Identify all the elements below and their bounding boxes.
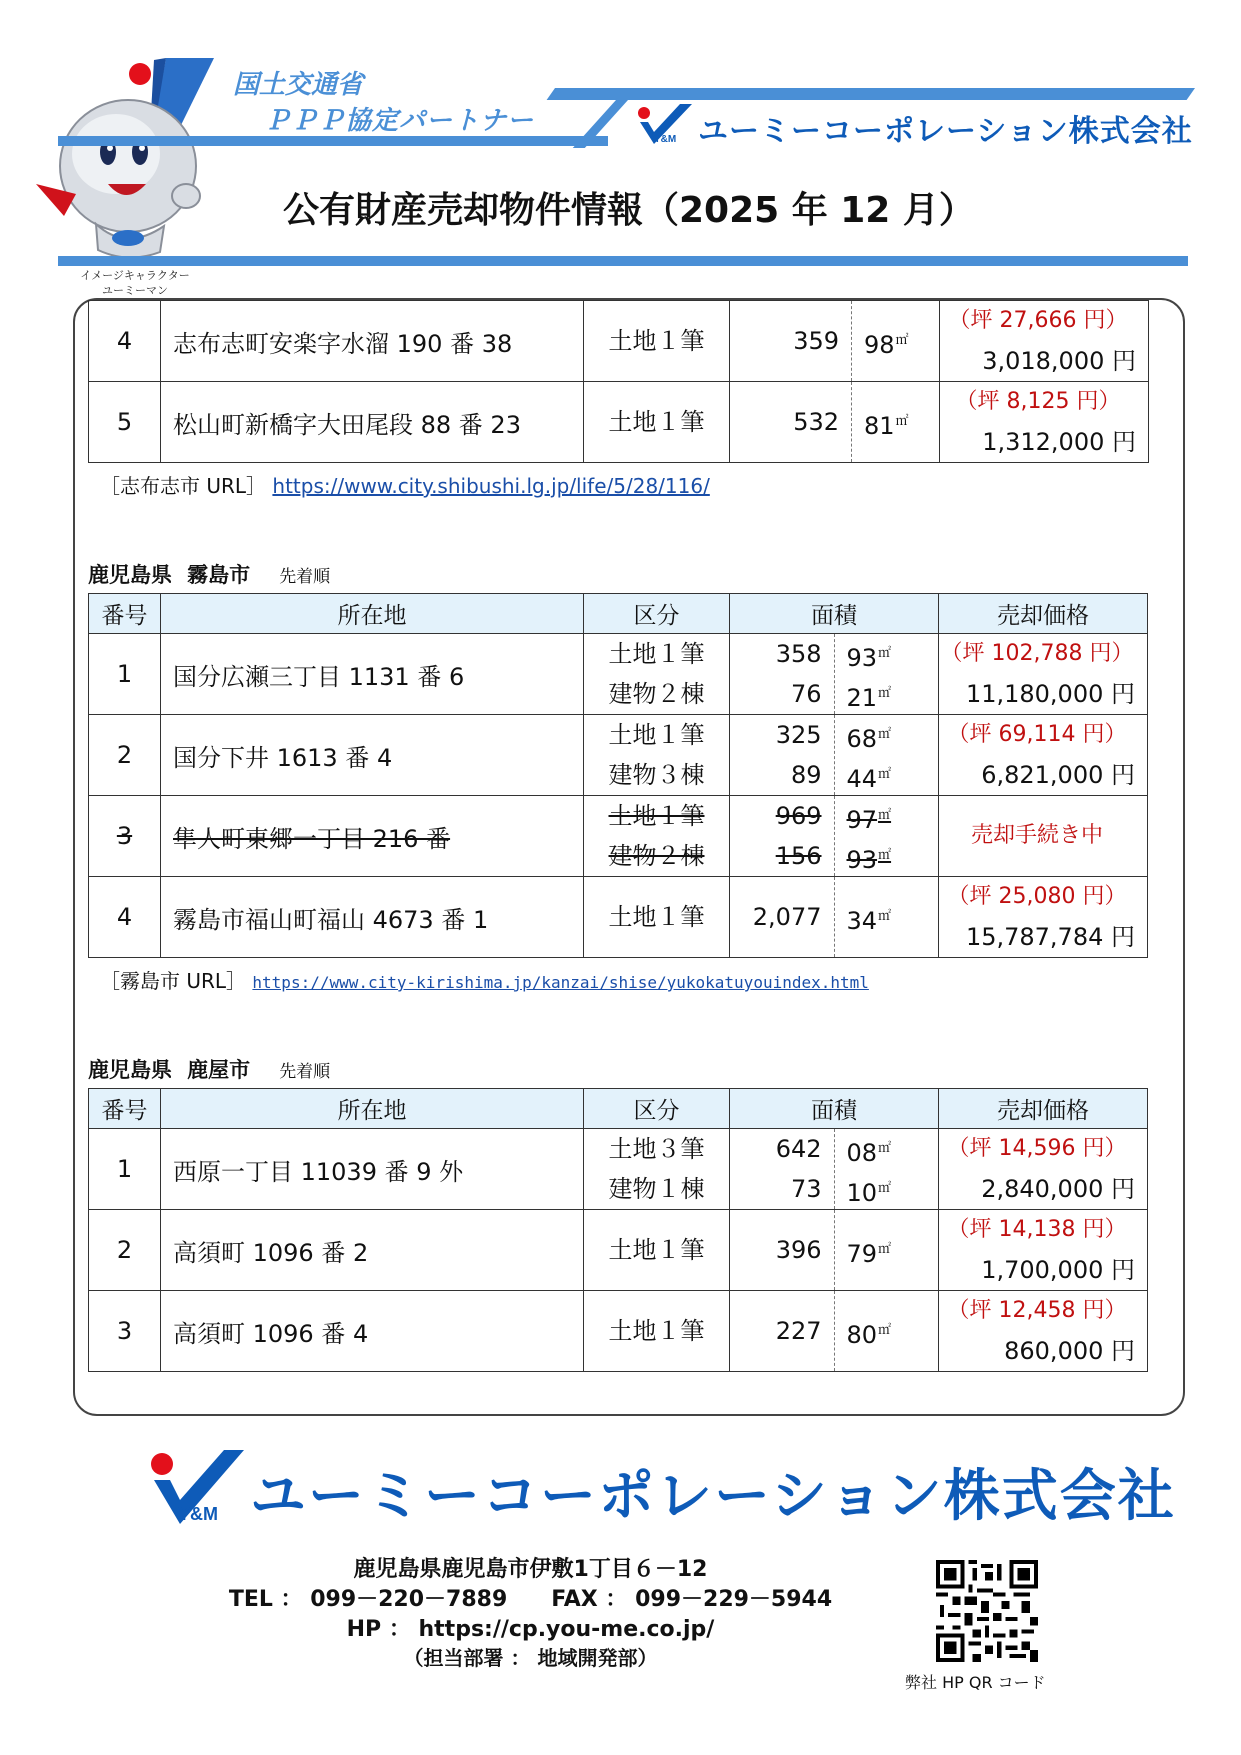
cell-line-kind: 土地１筆 [608, 802, 705, 830]
property-table-shibushi [88, 300, 1149, 463]
url-label: ［志布志市 URL］ [100, 474, 267, 498]
cell-area-integer [730, 1210, 835, 1291]
company-logo-icon [636, 104, 692, 144]
cell-line-area_int: 76 [790, 680, 822, 708]
cell-line-kind: 建物３棟 [608, 761, 705, 789]
col-header-location: 所在地 [161, 594, 584, 634]
area-unit: ㎡ [878, 1323, 892, 1338]
cell-area-decimal [834, 1210, 939, 1291]
price-per-tsubo: （坪 14,138 円） [947, 1217, 1127, 1242]
cell-line-area_int: 89 [790, 761, 822, 789]
cell-area-integer [730, 634, 835, 715]
price-per-tsubo: （坪 27,666 円） [948, 308, 1128, 333]
url-label: ［霧島市 URL］ [100, 969, 247, 993]
area-decimal-line [847, 1311, 939, 1351]
cell-line-area_int: 969 [775, 802, 822, 830]
cell-kind [584, 1291, 730, 1372]
kirishima-url-link[interactable]: https://www.city-kirishima.jp/kanzai/shise/yukokatuyouindex.html [252, 973, 869, 992]
table-row [89, 877, 1148, 958]
shibushi-url-line [88, 463, 1148, 509]
cell-kind [584, 1129, 730, 1210]
header-stripe [58, 136, 608, 146]
area-decimal-value: 08 [846, 1139, 878, 1167]
cell-kind [584, 634, 730, 715]
cell-number: 1 [89, 1129, 161, 1210]
shibushi-url-link[interactable]: https://www.city.shibushi.lg.jp/life/5/28/116/ [272, 474, 710, 498]
price-per-tsubo: （坪 69,114 円） [947, 722, 1127, 747]
area-unit: ㎡ [878, 909, 892, 924]
cell-price [939, 1291, 1148, 1372]
area-decimal-line [847, 796, 939, 836]
cell-location: 国分広瀬三丁目 1131 番 6 [161, 634, 584, 715]
cell-line-area_int: 642 [775, 1135, 822, 1163]
cell-location: 国分下井 1613 番 4 [161, 715, 584, 796]
col-header-no: 番号 [89, 1089, 161, 1129]
col-header-price: 売却価格 [939, 594, 1148, 634]
area-decimal-line [847, 1230, 939, 1270]
table-row [89, 634, 1148, 715]
company-name: ユーミーコーポレーション株式会社 [698, 114, 1193, 149]
cell-location: 霧島市福山町福山 4673 番 1 [161, 877, 584, 958]
area-unit: ㎡ [878, 686, 892, 701]
cell-area-integer [730, 796, 835, 877]
area-decimal-value: 93 [846, 846, 878, 874]
city-name: 鹿屋市 [187, 1058, 251, 1082]
area-decimal-line [847, 897, 939, 937]
area-decimal-line [847, 836, 939, 876]
cell-price [939, 634, 1148, 715]
prefecture-name: 鹿児島県 [88, 1058, 172, 1082]
cell-location: 隼人町東郷一丁目 216 番 [161, 796, 584, 877]
cell-line-kind: 土地１筆 [608, 640, 705, 668]
cell-line-kind: 建物２棟 [608, 842, 705, 870]
area-decimal-line [864, 321, 939, 361]
cell-area-decimal [834, 1129, 939, 1210]
price-per-tsubo: （坪 25,080 円） [947, 884, 1127, 909]
svg-text:Y&M: Y&M [654, 134, 677, 144]
cell-area-decimal [834, 877, 939, 958]
cell-line-kind: 土地３筆 [608, 1135, 705, 1163]
cell-line-area_int: 325 [775, 721, 822, 749]
sale-price: 6,821,000 円 [981, 761, 1135, 789]
cell-kind [584, 796, 730, 877]
cell-area-integer [730, 1129, 835, 1210]
header-stripe [547, 88, 1195, 100]
cell-location: 志布志町安楽字水溜 190 番 38 [161, 301, 584, 382]
header-stripe [58, 256, 1188, 266]
mascot-image [36, 56, 236, 261]
area-decimal-value: 80 [846, 1321, 878, 1349]
cell-location: 西原一丁目 11039 番 9 外 [161, 1129, 584, 1210]
cell-line-area_int: 227 [775, 1317, 822, 1345]
area-decimal-value: 21 [846, 684, 878, 712]
company-logo-icon [148, 1450, 244, 1524]
area-unit: ㎡ [878, 808, 892, 823]
cell-kind [584, 382, 730, 463]
mascot-caption: イメージキャラクター [80, 269, 190, 282]
ministry-name: 国土交通省 [233, 70, 364, 100]
area-unit: ㎡ [878, 646, 892, 661]
company-homepage[interactable]: HP ： https://cp.you-me.co.jp/ [346, 1617, 715, 1642]
status-badge: 売却手続き中 [970, 823, 1103, 848]
cell-line-kind: 土地１筆 [608, 1317, 705, 1345]
table-header-row [89, 1089, 1148, 1129]
cell-area-integer [730, 382, 852, 463]
cell-line-kind: 土地１筆 [608, 327, 705, 355]
area-decimal-line [847, 634, 939, 674]
cell-line-kind: 建物２棟 [608, 680, 705, 708]
mascot-name: ユーミーマン [102, 284, 168, 297]
cell-area-decimal [852, 301, 940, 382]
area-decimal-line [847, 755, 939, 795]
area-decimal-value: 98 [864, 331, 895, 359]
area-unit: ㎡ [895, 333, 909, 348]
cell-kind [584, 301, 730, 382]
cell-location: 高須町 1096 番 2 [161, 1210, 584, 1291]
cell-line-area_int: 73 [790, 1175, 822, 1203]
order-method: 先着順 [279, 567, 331, 587]
col-header-no: 番号 [89, 594, 161, 634]
cell-number: 4 [89, 301, 161, 382]
ppp-partner-label: ＰＰＰ協定パートナー [264, 106, 535, 136]
cell-line-kind: 建物１棟 [608, 1175, 705, 1203]
qr-caption: 弊社 HP QR コード [905, 1673, 1046, 1692]
page-title: 公有財産売却物件情報（2025 年 12 月） [283, 190, 975, 231]
area-decimal-value: 93 [846, 644, 878, 672]
svg-text:Y&M: Y&M [178, 1504, 218, 1524]
area-unit: ㎡ [878, 767, 892, 782]
area-decimal-value: 79 [846, 1240, 878, 1268]
sale-price: 3,018,000 円 [982, 347, 1136, 375]
cell-area-decimal [852, 382, 940, 463]
area-unit: ㎡ [878, 727, 892, 742]
sale-price: 1,700,000 円 [981, 1256, 1135, 1284]
cell-line-area_int: 358 [775, 640, 822, 668]
cell-line-kind: 土地１筆 [608, 903, 705, 931]
cell-area-integer [730, 1291, 835, 1372]
cell-number: 4 [89, 877, 161, 958]
area-unit: ㎡ [878, 1141, 892, 1156]
sale-price: 860,000 円 [1004, 1337, 1135, 1365]
qr-code-icon[interactable] [936, 1560, 1038, 1662]
table-row [89, 715, 1148, 796]
cell-line-kind: 土地１筆 [608, 1236, 705, 1264]
col-header-area: 面積 [730, 594, 939, 634]
cell-line-area_int: 156 [775, 842, 822, 870]
cell-price [939, 1129, 1148, 1210]
area-decimal-value: 10 [846, 1179, 878, 1207]
cell-price [939, 877, 1148, 958]
cell-number: 2 [89, 1210, 161, 1291]
cell-line-area_int: 359 [793, 327, 839, 355]
company-address: 鹿児島県鹿児島市伊敷1丁目６－12 [353, 1557, 708, 1582]
property-table-kanoya [88, 1088, 1148, 1372]
col-header-location: 所在地 [161, 1089, 584, 1129]
table-header-row [89, 594, 1148, 634]
cell-area-decimal [834, 634, 939, 715]
area-unit: ㎡ [895, 414, 909, 429]
content [88, 300, 1148, 1372]
page-header [0, 0, 1241, 300]
area-unit: ㎡ [878, 1242, 892, 1257]
cell-price [940, 382, 1149, 463]
kirishima-url-line [88, 958, 1148, 1004]
area-decimal-line [864, 402, 939, 442]
company-tel-fax: TEL ： 099－220－7889 FAX ： 099－229－5944 [228, 1587, 833, 1612]
price-per-tsubo: （坪 14,596 円） [947, 1136, 1127, 1161]
cell-area-integer [730, 715, 835, 796]
section-heading-kirishima [88, 557, 1148, 593]
cell-location: 松山町新橋字大田尾段 88 番 23 [161, 382, 584, 463]
cell-kind [584, 877, 730, 958]
table-row [89, 301, 1149, 382]
cell-number: 3 [89, 796, 161, 877]
cell-price [939, 1210, 1148, 1291]
area-unit: ㎡ [878, 848, 892, 863]
order-method: 先着順 [279, 1062, 331, 1082]
area-decimal-line [847, 1129, 939, 1169]
footer-company-logo [148, 1450, 1176, 1530]
cell-line-area_int: 396 [775, 1236, 822, 1264]
cell-number: 3 [89, 1291, 161, 1372]
cell-area-decimal [834, 796, 939, 877]
sale-price: 2,840,000 円 [981, 1175, 1135, 1203]
cell-kind [584, 715, 730, 796]
sale-price: 15,787,784 円 [965, 923, 1135, 951]
cell-area-decimal [834, 715, 939, 796]
cell-area-integer [730, 877, 835, 958]
cell-area-decimal [834, 1291, 939, 1372]
section-heading-kanoya [88, 1052, 1148, 1088]
city-name: 霧島市 [187, 563, 251, 587]
cell-location: 高須町 1096 番 4 [161, 1291, 584, 1372]
property-table-kirishima [88, 593, 1148, 958]
col-header-price: 売却価格 [939, 1089, 1148, 1129]
cell-area-integer [730, 301, 852, 382]
sale-price: 11,180,000 円 [965, 680, 1135, 708]
area-decimal-line [847, 1169, 939, 1209]
cell-number: 1 [89, 634, 161, 715]
table-row [89, 382, 1149, 463]
table-row [89, 796, 1148, 877]
area-decimal-line [847, 674, 939, 714]
area-decimal-value: 44 [846, 765, 878, 793]
cell-number: 5 [89, 382, 161, 463]
company-department: （担当部署 ： 地域開発部） [403, 1646, 658, 1670]
area-decimal-value: 81 [864, 412, 895, 440]
col-header-area: 面積 [730, 1089, 939, 1129]
price-per-tsubo: （坪 102,788 円） [940, 641, 1134, 666]
area-decimal-value: 68 [846, 725, 878, 753]
col-header-kind: 区分 [584, 1089, 730, 1129]
cell-price [940, 301, 1149, 382]
table-row [89, 1129, 1148, 1210]
cell-line-area_int: 532 [793, 408, 839, 436]
table-row [89, 1291, 1148, 1372]
area-decimal-value: 97 [846, 806, 878, 834]
sale-price: 1,312,000 円 [982, 428, 1136, 456]
cell-line-area_int: 2,077 [752, 903, 822, 931]
footer-company-name: ユーミーコーポレーション株式会社 [250, 1464, 1176, 1529]
cell-price [939, 796, 1148, 877]
cell-kind [584, 1210, 730, 1291]
area-decimal-line [847, 715, 939, 755]
cell-price [939, 715, 1148, 796]
col-header-kind: 区分 [584, 594, 730, 634]
cell-line-kind: 土地１筆 [608, 721, 705, 749]
table-row [89, 1210, 1148, 1291]
area-unit: ㎡ [878, 1181, 892, 1196]
prefecture-name: 鹿児島県 [88, 563, 172, 587]
area-decimal-value: 34 [846, 907, 878, 935]
price-per-tsubo: （坪 8,125 円） [955, 389, 1121, 414]
cell-number: 2 [89, 715, 161, 796]
cell-line-kind: 土地１筆 [608, 408, 705, 436]
price-per-tsubo: （坪 12,458 円） [947, 1298, 1127, 1323]
